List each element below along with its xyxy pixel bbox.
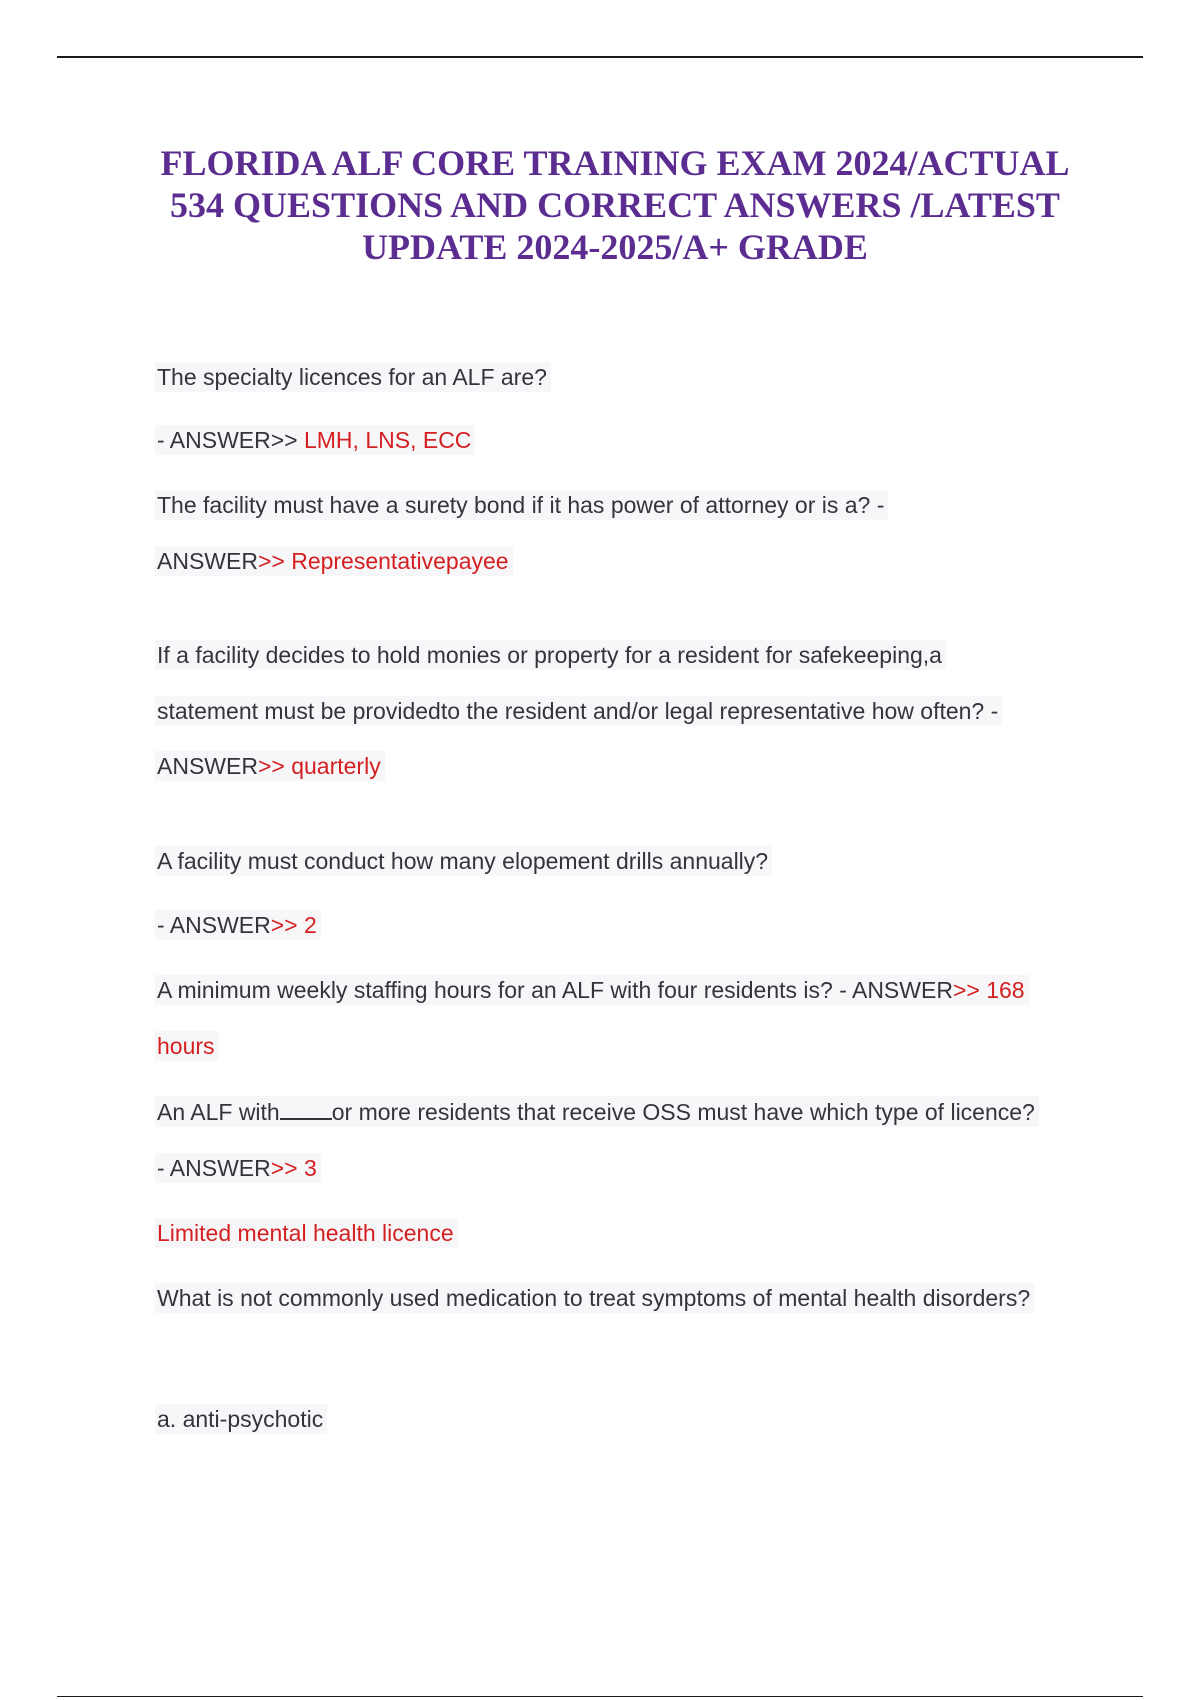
top-rule bbox=[57, 56, 1143, 58]
answer-5-value-1: >> 168 bbox=[952, 977, 1025, 1003]
title-line-1: FLORIDA ALF CORE TRAINING EXAM 2024/ACTUAL bbox=[160, 143, 1070, 183]
question-3-text-2: statement must be providedto the resident and/or legal representative how often? - bbox=[157, 698, 999, 724]
question-3-line-1 bbox=[155, 640, 946, 670]
question-2-text: The facility must have a surety bond if it has power of attorney or is a? - bbox=[157, 492, 885, 518]
answer-1 bbox=[155, 425, 475, 455]
answer-6-line-2 bbox=[155, 1218, 458, 1248]
answer-3-prefix: ANSWER bbox=[157, 753, 258, 779]
fill-in-blank bbox=[280, 1096, 332, 1120]
answer-6-licence: Limited mental health licence bbox=[157, 1220, 454, 1246]
question-4-text: A facility must conduct how many elopement drills annually? bbox=[157, 848, 769, 874]
answer-2-value: >> Representativepayee bbox=[257, 548, 509, 574]
question-1-text: The specialty licences for an ALF are? bbox=[157, 364, 547, 390]
answer-6 bbox=[155, 1153, 321, 1183]
answer-2-prefix: ANSWER bbox=[157, 548, 258, 574]
option-a-text: a. anti-psychotic bbox=[157, 1406, 324, 1432]
answer-6-prefix: - ANSWER bbox=[157, 1155, 271, 1181]
question-7-text: What is not commonly used medication to treat symptoms of mental health disorders? bbox=[157, 1285, 1031, 1311]
question-3-text-1: If a facility decides to hold monies or property for a resident for safekeeping,a bbox=[157, 642, 942, 668]
answer-1-value: LMH, LNS, ECC bbox=[303, 427, 472, 453]
question-5 bbox=[155, 975, 1029, 1005]
question-7-option-a bbox=[155, 1404, 327, 1434]
answer-4 bbox=[155, 910, 321, 940]
question-6-text-after: or more residents that receive OSS must have which type of licence? bbox=[331, 1099, 1035, 1125]
title-line-3: UPDATE 2024-2025/A+ GRADE bbox=[362, 227, 868, 267]
answer-4-prefix: - ANSWER bbox=[157, 912, 271, 938]
bottom-rule bbox=[57, 1696, 1143, 1697]
question-1 bbox=[155, 362, 551, 392]
answer-4-value: >> 2 bbox=[270, 912, 317, 938]
question-4 bbox=[155, 846, 772, 876]
answer-6-value: >> 3 bbox=[270, 1155, 317, 1181]
question-6 bbox=[155, 1096, 1039, 1127]
question-3-line-2 bbox=[155, 696, 1002, 726]
title-line-2: 534 QUESTIONS AND CORRECT ANSWERS /LATEST bbox=[170, 185, 1060, 225]
question-2 bbox=[155, 490, 888, 520]
answer-5-value-2: hours bbox=[157, 1033, 215, 1059]
question-5-text: A minimum weekly staffing hours for an ALF with four residents is? - ANSWER bbox=[157, 977, 953, 1003]
answer-5-continued bbox=[155, 1031, 219, 1061]
question-6-text-before: An ALF with bbox=[157, 1099, 280, 1125]
answer-1-prefix: - ANSWER>> bbox=[157, 427, 304, 453]
question-7 bbox=[155, 1283, 1034, 1313]
answer-2 bbox=[155, 546, 513, 576]
answer-3 bbox=[155, 751, 385, 781]
document-title bbox=[120, 142, 1110, 268]
answer-3-value: >> quarterly bbox=[257, 753, 381, 779]
